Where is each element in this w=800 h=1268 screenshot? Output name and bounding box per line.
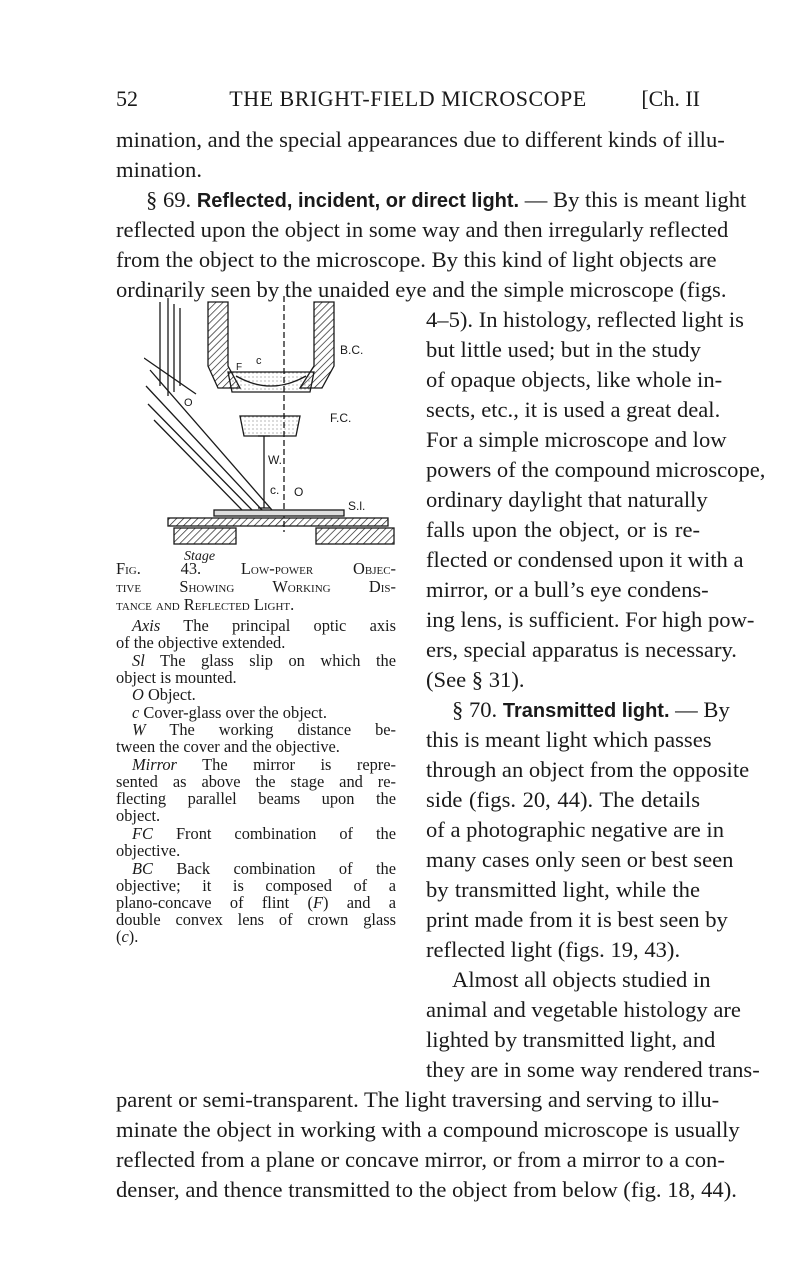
text-line: mirror, or a bull’s eye condens- [426,577,709,602]
caption-text: The mirror is repre- [202,755,397,774]
caption-text: tween the cover and the objective. [116,737,340,756]
section-heading: Transmitted light. [502,700,670,722]
figure-label: Fig. 43. [116,559,202,578]
label-o: O [294,485,304,499]
text-line: many cases only seen or best seen [426,847,734,872]
caption-text: object. [116,806,161,825]
objective-diagram [144,296,404,568]
caption-title: tive Showing Working Dis- [116,577,396,596]
caption-term: Sl [132,651,145,670]
text-line: parent or semi-transparent. The light traversing and serving to illu- [116,1087,720,1112]
caption-entry [132,686,396,703]
text-line: mination. [116,157,202,182]
running-header [116,86,700,116]
caption-text: objective; it is composed of a [116,876,396,895]
caption-title: tance and Reflected Light. [116,595,295,614]
caption-text: The working distance be- [169,720,396,739]
caption-term: BC [132,859,153,878]
text-line: sects, etc., it is used a great deal. [426,397,721,422]
caption-term: F [312,893,323,912]
page-number: 52 [116,86,138,111]
caption-text: Front combination of the [175,824,396,843]
caption-entry [116,894,396,911]
caption-text: double convex lens of crown glass [116,910,396,929]
caption-text: ( [116,927,122,946]
caption-text: The glass slip on which the [159,651,396,670]
caption-entry [132,825,396,842]
text-line: from the object to the microscope. By this kind of light objects are [116,247,717,272]
caption-term: Mirror [132,755,177,774]
caption-text: plano-concave of flint ( [116,893,313,912]
caption-text: of the objective extended. [116,633,286,652]
caption-title: Low-power Objec- [240,559,396,578]
text-line: Almost all objects studied in [452,967,711,992]
caption-term: c [132,703,140,722]
text-line: lighted by transmitted light, and [426,1027,716,1052]
text-line: of opaque objects, like whole in- [426,367,723,392]
caption-text: Back combination of the [176,859,396,878]
label-sl: S.l. [348,499,366,513]
section-69-line [146,185,747,216]
section-70-line [452,695,730,726]
text-line: of a photographic negative are in [426,817,724,842]
text-line: by transmitted light, while the [426,877,700,902]
text-line: animal and vegetable histology are [426,997,741,1022]
text-line: this is meant light which passes [426,727,712,752]
caption-entry [116,928,396,945]
caption-term: Axis [132,616,161,635]
caption-term: c [121,927,129,946]
caption-text: objective. [116,841,181,860]
label-stage: Stage [184,549,216,564]
section-number: § 70. [452,697,498,722]
text-line: 4–5). In histology, reflected light is [426,307,744,332]
text-line: powers of the compound microscope, [426,457,766,482]
caption-text: ) and a [322,893,396,912]
running-title: THE BRIGHT-FIELD MICROSCOPE [229,86,587,111]
text-line: through an object from the opposite [426,757,750,782]
label-fc: F.C. [330,411,352,425]
text-line: but little used; but in the study [426,337,701,362]
caption-text: Cover-glass over the object. [143,703,327,722]
caption-text: flecting parallel beams upon the [116,789,396,808]
text-line: ers, special apparatus is necessary. [426,637,737,662]
text-line: side (figs. 20, 44). The details [426,787,700,812]
text-span: — By [669,697,730,722]
chapter-label: [Ch. II [641,86,700,111]
caption-entry [132,652,396,669]
caption-entry [132,721,396,738]
caption-title-line [116,560,396,577]
label-f: F [236,362,243,373]
text-line: reflected upon the object in some way and then irregularly reflected [116,217,729,242]
caption-text: object is mounted. [116,668,237,687]
text-line: (See § 31). [426,667,525,692]
caption-entry [132,704,396,721]
section-heading: Reflected, incident, or direct light. [196,190,520,212]
caption-term: W [132,720,146,739]
caption-term: O [132,685,144,704]
caption-entry [132,860,396,877]
text-line: reflected light (figs. 19, 43). [426,937,681,962]
caption-text: sented as above the stage and re- [116,772,396,791]
label-mirror-object: O [184,397,193,409]
caption-term: FC [132,824,153,843]
text-line: falls upon the object, or is re- [426,517,700,542]
caption-entry [132,756,396,773]
text-line: ordinarily seen by the unaided eye and the simple microscope (figs. [116,277,727,302]
text-line: they are in some way rendered trans- [426,1057,760,1082]
caption-entry [132,617,396,634]
text-line: For a simple microscope and low [426,427,727,452]
section-number: § 69. [146,187,192,212]
text-span: — By this is meant light [519,187,747,212]
caption-text: Object. [147,685,196,704]
text-line: minate the object in working with a compound microscope is usually [116,1117,740,1142]
text-line: reflected from a plane or concave mirror, or from a mirror to a con- [116,1147,725,1172]
text-line: ing lens, is sufficient. For high pow- [426,607,755,632]
text-line: mination, and the special appearances due to different kinds of illu- [116,127,725,152]
label-w: W. [268,453,282,467]
caption-text: ). [128,927,139,946]
text-line: flected or condensed upon it with a [426,547,744,572]
text-line: ordinary daylight that naturally [426,487,708,512]
label-bc: B.C. [340,343,364,357]
caption-text: The principal optic axis [183,616,396,635]
text-line: print made from it is best seen by [426,907,728,932]
text-line: denser, and thence transmitted to the object from below (fig. 18, 44). [116,1177,737,1202]
label-e: c [256,355,262,367]
label-c: c. [270,483,280,497]
